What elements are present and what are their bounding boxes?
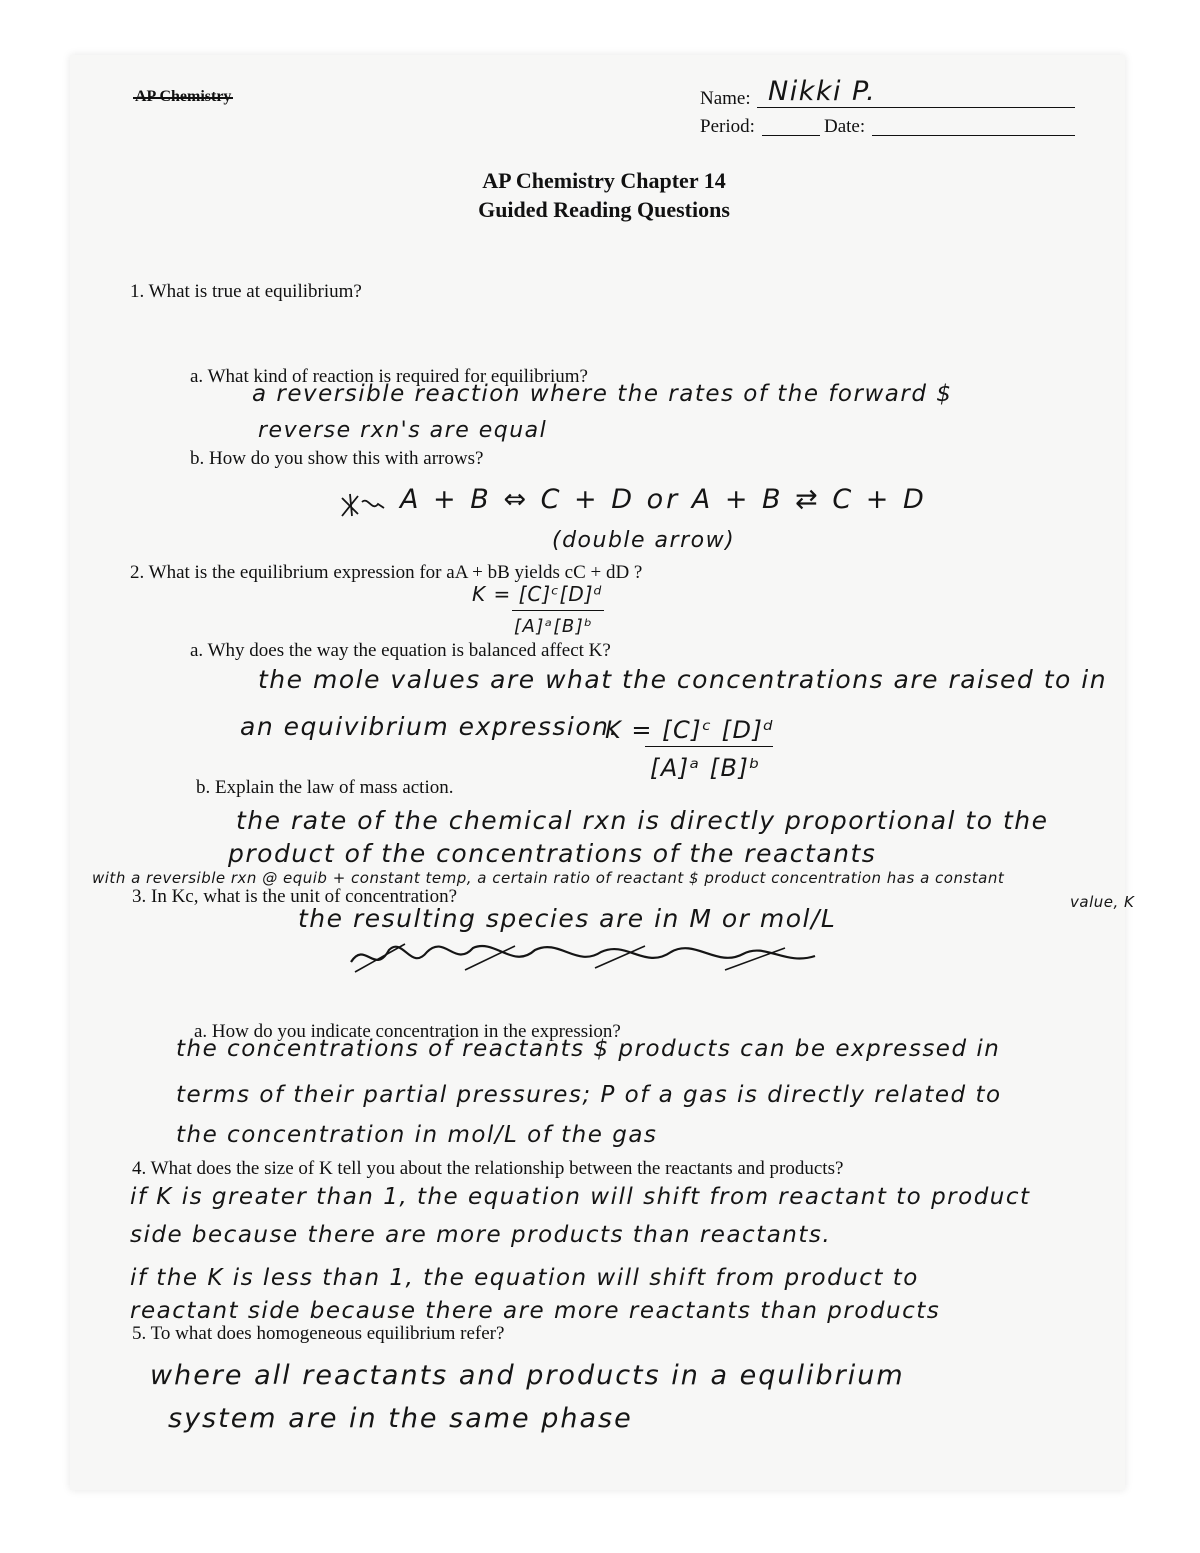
question-5: 5. To what does homogeneous equilibrium refer?	[132, 1323, 505, 1344]
question-1a: a. What kind of reaction is required for equilibrium?	[190, 366, 588, 387]
question-2a: a. Why does the way the equation is balanced affect K?	[190, 640, 611, 661]
answer-3-line1: the resulting species are in M or mol/L	[298, 904, 837, 933]
answer-2b-line3: with a reversible rxn @ equib + constant temp, a certain ratio of reactant $ product concentration has a constant	[92, 869, 1005, 887]
question-1b: b. How do you show this with arrows?	[190, 448, 484, 469]
crossed-out-scribble	[338, 490, 388, 520]
answer-4-line2: side because there are more products than reactants.	[130, 1222, 832, 1248]
question-3a: a. How do you indicate concentration in the expression?	[194, 1021, 621, 1042]
period-label: Period:	[700, 116, 755, 137]
question-1: 1. What is true at equilibrium?	[130, 281, 362, 302]
answer-5-line1: where all reactants and products in a equlibrium	[150, 1360, 905, 1391]
course-text: AP Chemistry	[135, 88, 232, 105]
question-4: 4. What does the size of K tell you about the relationship between the reactants and products?	[132, 1158, 844, 1179]
course-label	[135, 88, 231, 106]
answer-5-line2: system are in the same phase	[168, 1403, 633, 1434]
k-expression-denominator: [A]ᵃ[B]ᵇ	[514, 616, 594, 637]
answer-1b-line2: (double arrow)	[552, 528, 736, 553]
answer-1b-line1: A + B ⇔ C + D or A + B ⇄ C + D	[400, 484, 927, 515]
answer-1a-line1: a reversible reaction where the rates of the forward $	[252, 381, 953, 407]
name-label: Name:	[700, 88, 751, 109]
name-value: Nikki P.	[768, 76, 877, 107]
answer-2a-line1: the mole values are what the concentrations are raised to in	[258, 665, 1108, 694]
question-2: 2. What is the equilibrium expression for aA + bB yields cC + dD ?	[130, 562, 643, 583]
strikethrough-mark	[133, 97, 233, 99]
question-3: 3. In Kc, what is the unit of concentration?	[132, 886, 458, 907]
page-subtitle: Guided Reading Questions	[478, 197, 730, 222]
date-underline	[872, 116, 1075, 136]
answer-2a-k-numerator: K = [C]ᶜ [D]ᵈ	[605, 716, 775, 744]
answer-1a-line2: reverse rxn's are equal	[258, 418, 548, 443]
answer-2b-line4: value, K	[1070, 893, 1135, 911]
answer-2a-line2: an equivibrium expression.	[240, 712, 619, 741]
answer-2b-line1: the rate of the chemical rxn is directly proportional to the	[236, 806, 1049, 835]
crossed-out-scribble	[345, 932, 825, 982]
answer-2a-k-denominator: [A]ᵃ [B]ᵇ	[650, 754, 762, 782]
answer-2b-line2: product of the concentrations of the reactants	[228, 839, 877, 868]
answer-3a-line2: terms of their partial pressures; P of a gas is directly related to	[176, 1082, 1002, 1108]
answer-3a-line3: the concentration in mol/L of the gas	[176, 1122, 658, 1148]
period-underline	[762, 116, 820, 136]
k-fraction-bar	[512, 592, 604, 611]
page-title: AP Chemistry Chapter 14	[482, 168, 726, 193]
date-label: Date:	[824, 116, 866, 137]
answer-4-line4: reactant side because there are more reactants than products	[130, 1298, 941, 1324]
answer-4-line1: if K is greater than 1, the equation will shift from reactant to product	[130, 1184, 1031, 1210]
answer-4-line3: if the K is less than 1, the equation will shift from product to	[130, 1265, 919, 1291]
question-2b: b. Explain the law of mass action.	[196, 777, 454, 798]
answer-2a-fraction-bar	[645, 722, 773, 747]
answer-3a-line1: the concentrations of reactants $ products can be expressed in	[176, 1036, 1001, 1062]
k-expression-numerator: K = [C]ᶜ[D]ᵈ	[472, 582, 603, 606]
